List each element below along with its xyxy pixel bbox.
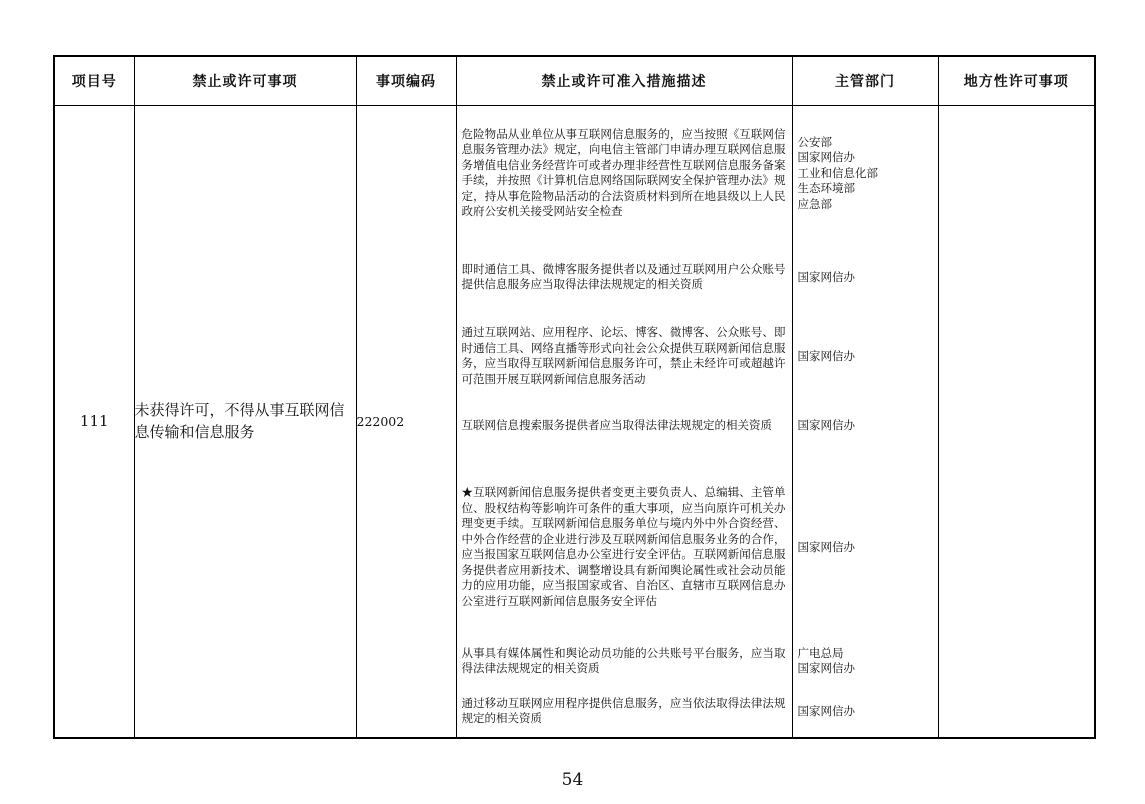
table-row (54, 106, 1095, 738)
header-measure: 禁止或许可准入措施描述 (456, 56, 792, 106)
header-row (54, 56, 1095, 106)
department-name: 国家网信办 (797, 661, 855, 676)
header-item: 禁止或许可事项 (134, 56, 356, 106)
department-list (793, 315, 938, 397)
measure-description: 即时通信工具、微博客服务提供者以及通过互联网用户公众账号提供信息服务应当取得法律法规规定的相关资质 (461, 261, 786, 292)
department-list (793, 247, 938, 307)
measure-description: 通过互联网站、应用程序、论坛、博客、微博客、公众账号、即时通信工具、网络直播等形式向社会公众提供互联网新闻信息服务，应当取得互联网新闻信息服务许可，禁止未经许可或超越许可范围开展互联网新闻信息服务活动 (461, 325, 786, 386)
department-name: 国家网信办 (797, 150, 855, 164)
header-project-no: 项目号 (54, 56, 134, 106)
regulation-table (53, 55, 1096, 739)
department-name: 公安部 (797, 134, 832, 149)
measure-description: ★互联网新闻信息服务提供者变更主要负责人、总编辑、主管单位、股权结构等影响许可条件的重大事项，应当向原许可机关办理变更手续。互联网新闻信息服务单位与境内外中外合资经营、中外合作经营的企业进行涉及互联网新闻信息服务业务的合作，应当报国家互联网信息办公室进行安全评估。互联网新闻信息服务提供者应用新技术、调整增设具有新闻舆论属性或社会动员能力的应用功能，应当报国家或省、自治区、直辖市互联网信息办公室进行互联网新闻信息服务安全评估 (461, 485, 786, 608)
department-name: 国家网信办 (797, 269, 855, 284)
department-list (793, 641, 938, 681)
page-number: 54 (561, 770, 584, 790)
project-number: 111 (54, 106, 134, 738)
item-name: 未获得许可，不得从事互联网信息传输和信息服务 (134, 106, 356, 738)
header-code: 事项编码 (356, 56, 456, 106)
department-name: 国家网信办 (797, 539, 855, 554)
department-list (793, 111, 938, 235)
department-list (793, 461, 938, 633)
header-local: 地方性许可事项 (938, 56, 1095, 106)
department-list (793, 691, 938, 731)
item-code: 222002 (356, 106, 456, 738)
measure-description: 从事具有媒体属性和舆论动员功能的公共账号平台服务，应当取得法律法规规定的相关资质 (461, 645, 786, 676)
department-name: 广电总局 (797, 645, 844, 660)
department-name: 工业和信息化部 (797, 165, 878, 180)
measure-description: 互联网信息搜索服务提供者应当取得法律法规规定的相关资质 (461, 417, 772, 432)
department-list (793, 403, 938, 447)
local-permit (938, 106, 1095, 738)
department-name: 国家网信办 (797, 703, 855, 718)
header-department: 主管部门 (792, 56, 938, 106)
department-name: 生态环境部 (797, 181, 855, 195)
department-name: 国家网信办 (797, 417, 855, 432)
measure-description: 通过移动互联网应用程序提供信息服务，应当依法取得法律法规规定的相关资质 (461, 695, 786, 726)
departments-column (792, 106, 938, 738)
measures-column (456, 106, 792, 738)
measure-description: 危险物品从业单位从事互联网信息服务的，应当按照《互联网信息服务管理办法》规定，向电信主管部门申请办理互联网信息服务增值电信业务经营许可或者办理非经营性互联网信息服务备案手续，并按照《计算机信息网络国际联网安全保护管理办法》规定，持从事危险物品活动的合法资质材料到所在地县级以上人民政府公安机关接受网站安全检查 (461, 126, 786, 219)
department-name: 应急部 (797, 196, 832, 211)
department-name: 国家网信办 (797, 348, 855, 363)
